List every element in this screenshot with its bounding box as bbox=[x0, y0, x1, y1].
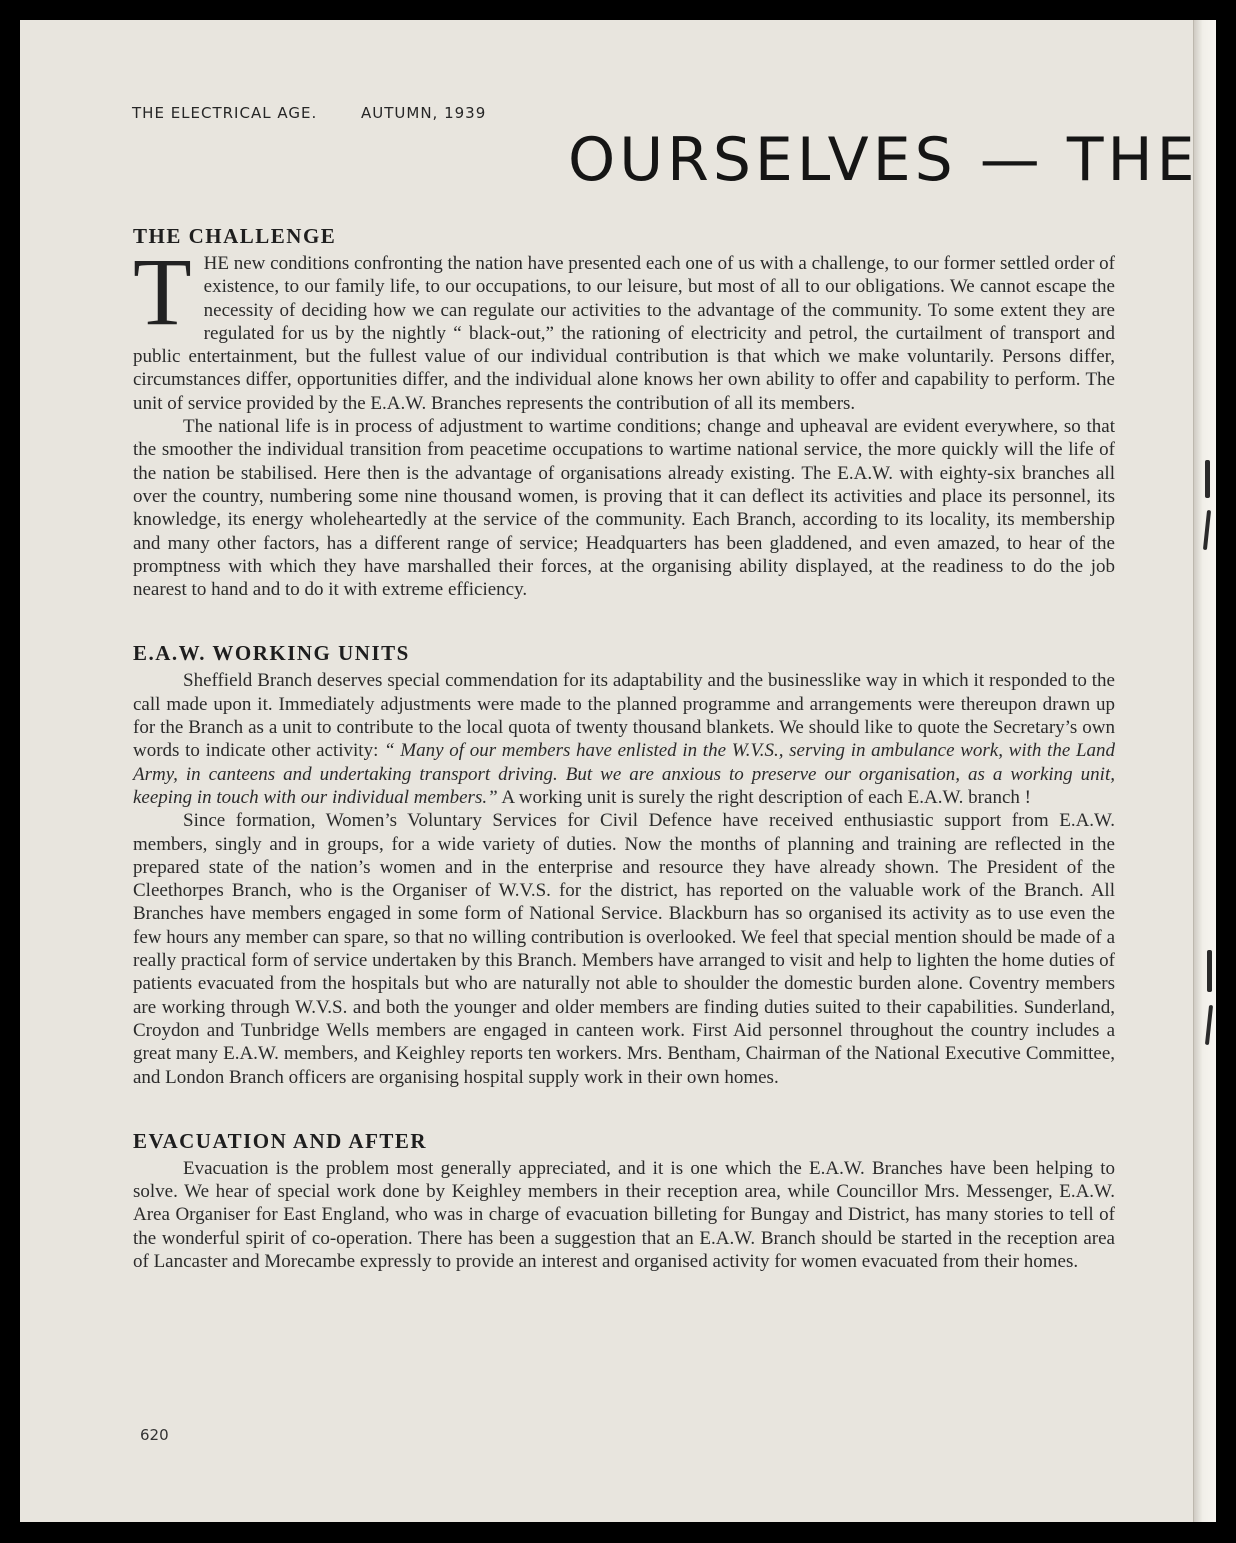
article-body bbox=[133, 220, 1115, 1273]
margin-mark bbox=[1205, 1005, 1213, 1045]
drop-cap: T bbox=[133, 238, 192, 345]
paragraph-text: HE new conditions confronting the nation have presented each one of us with a challenge, to our former settled order of existence, to our family life, to our occupations, to our leisure, but most of all to our obligations. We cannot escape the necessity of deciding how we can regulate our activities to the advantage of the community. To some extent they are regulated for us by the nightly “ black-out,” the rationing of electricity and petrol, the curtailment of transport and public entertainment, but the fullest value of our individual contribution is that which we make voluntarily. Persons differ, circumstances differ, opportunities differ, and the individual alone knows her own ability to offer and capability to perform. The unit of service provided by the E.A.W. Branches represents the contribution of all its members. bbox=[133, 253, 1115, 414]
section-the-challenge bbox=[133, 220, 1115, 601]
paragraph: Since formation, Women’s Voluntary Services for Civil Defence have received enthusiastic support from E.A.W. members, singly and in groups, for a wide variety of duties. Now the months of planning and training are reflected in the prepared state of the nation’s women and in the enterprise and resource they have already shown. The President of the Cleethorpes Branch, who is the Organiser of W.V.S. for the district, has reported on the valuable work of the Branch. All Branches have members engaged in some form of National Service. Blackburn has so organised its activity as to use even the few hours any member can spare, so that no willing contribution is overlooked. We feel that special mention should be made of a really practical form of service undertaken by this Branch. Members have arranged to visit and help to lighten the home duties of patients evacuated from the hospitals but who are naturally not able to shoulder the domestic burden alone. Coventry members are working through W.V.S. and both the younger and older members are finding duties suited to their capabilities. Sunderland, Croydon and Tunbridge Wells members are engaged in canteen work. First Aid personnel throughout the country includes a great many E.A.W. members, and Keighley reports ten workers. Mrs. Bentham, Chairman of the National Executive Committee, and London Branch officers are organising hospital supply work in their own homes. bbox=[133, 810, 1115, 1088]
section-heading: THE CHALLENGE bbox=[133, 224, 337, 248]
publication-name: THE ELECTRICAL AGE. bbox=[132, 104, 318, 122]
page-number: 620 bbox=[140, 1426, 169, 1444]
margin-mark bbox=[1203, 510, 1211, 550]
paragraph: The national life is in process of adjustment to wartime conditions; change and upheaval are evident everywhere, so that the smoother the individual transition from peacetime occupations to wartime national service, the more quickly will the life of the nation be stabilised. Here then is the advantage of organisations already existing. The E.A.W. with eighty-six branches all over the country, numbering some nine thousand women, is proving that it can deflect its activities and place its personnel, its knowledge, its energy wholeheartedly at the service of the community. Each Branch, according to its locality, its membership and many other factors, has a different range of service; Headquarters has been gladdened, and even amazed, to hear of the promptness with which they have marshalled their forces, at the organising ability displayed, at the readiness to do the job nearest to hand and to do it with extreme efficiency. bbox=[133, 416, 1115, 601]
paragraph-text: Sheffield Branch deserves special commendation for its adaptability and the businesslike way in which it responded to the call made upon it. Immediately adjustments were made to the planned programme and arrangements were thereupon drawn up for the Branch as a unit to contribute to the local quota of twenty thousand blankets. We should like to quote the Secretary’s own words to indicate other activity: bbox=[133, 670, 1115, 762]
section-heading: EVACUATION AND AFTER bbox=[133, 1128, 428, 1153]
margin-mark bbox=[1205, 460, 1210, 498]
article-title: OURSELVES — THE bbox=[568, 125, 1199, 195]
margin-mark bbox=[1207, 950, 1212, 992]
section-working-units bbox=[133, 637, 1115, 1088]
secretary-quote: “ Many of our members have enlisted in the W.V.S., serving in ambulance work, with the Land Army, in canteens and undertaking transport driving. But we are anxious to preserve our organisation, as a working unit, keeping in touch with our individual members.” bbox=[133, 740, 1116, 808]
paragraph: Evacuation is the problem most generally appreciated, and it is one which the E.A.W. Branches have been helping to solve. We hear of special work done by Keighley members in their reception area, while Councillor Mrs. Messenger, E.A.W. Area Organiser for East England, who was in charge of evacuation billeting for Bungay and District, has many stories to tell of the wonderful spirit of co-operation. There has been a suggestion that an E.A.W. Branch should be started in the reception area of Lancaster and Morecambe expressly to provide an interest and organised activity for women evacuated from their homes. bbox=[133, 1157, 1115, 1272]
section-heading: E.A.W. WORKING UNITS bbox=[133, 641, 410, 666]
margin-marks bbox=[1203, 450, 1216, 1070]
running-header bbox=[132, 104, 524, 122]
paragraph bbox=[133, 238, 1115, 415]
paragraph bbox=[133, 669, 1115, 809]
issue-date: AUTUMN, 1939 bbox=[361, 104, 487, 122]
paragraph-text: A working unit is surely the right description of each E.A.W. branch ! bbox=[501, 786, 1031, 808]
magazine-page bbox=[20, 20, 1216, 1522]
section-evacuation bbox=[133, 1125, 1115, 1273]
